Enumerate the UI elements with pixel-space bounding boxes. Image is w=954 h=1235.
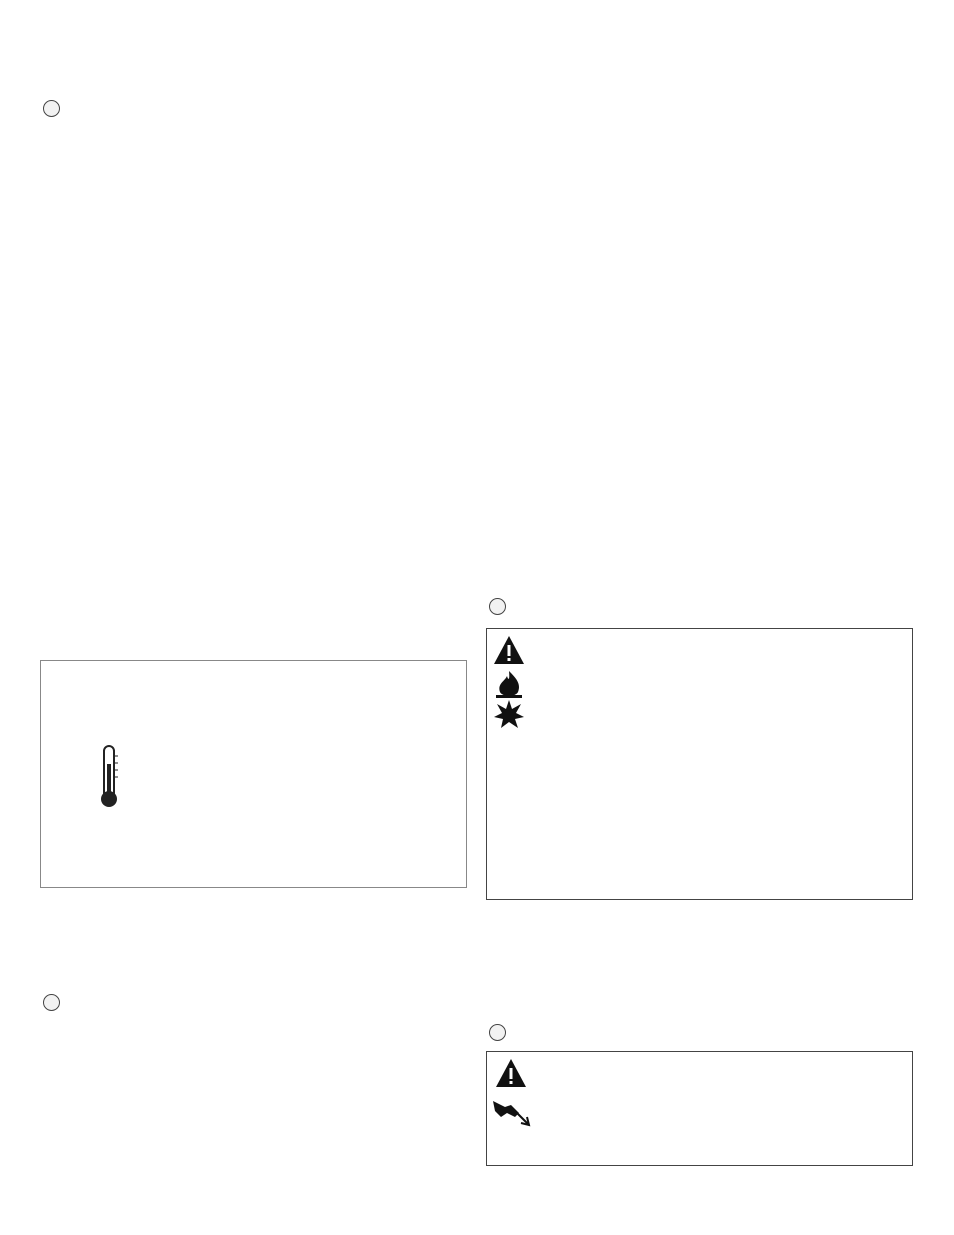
heading-start-engine — [486, 1024, 509, 1041]
heading-check-oil — [40, 994, 63, 1011]
figure-ref — [489, 598, 506, 615]
figure-ref — [489, 1024, 506, 1041]
heading-add-fuel — [486, 598, 509, 615]
start-warning-box — [486, 1051, 913, 1166]
thermometer-icon — [101, 746, 118, 807]
viscosity-chart — [40, 660, 467, 888]
warning-icons — [493, 634, 525, 730]
figure-ref — [43, 994, 60, 1011]
viscosity-chart-svg — [41, 661, 466, 887]
kickback-hand-icon — [493, 1101, 529, 1125]
figure-ref — [43, 100, 60, 117]
flame-icon — [496, 671, 522, 698]
intro-text — [40, 100, 470, 117]
fuel-warning-box — [486, 628, 913, 900]
explosion-icon — [494, 700, 524, 728]
warning-icons — [491, 1057, 531, 1137]
